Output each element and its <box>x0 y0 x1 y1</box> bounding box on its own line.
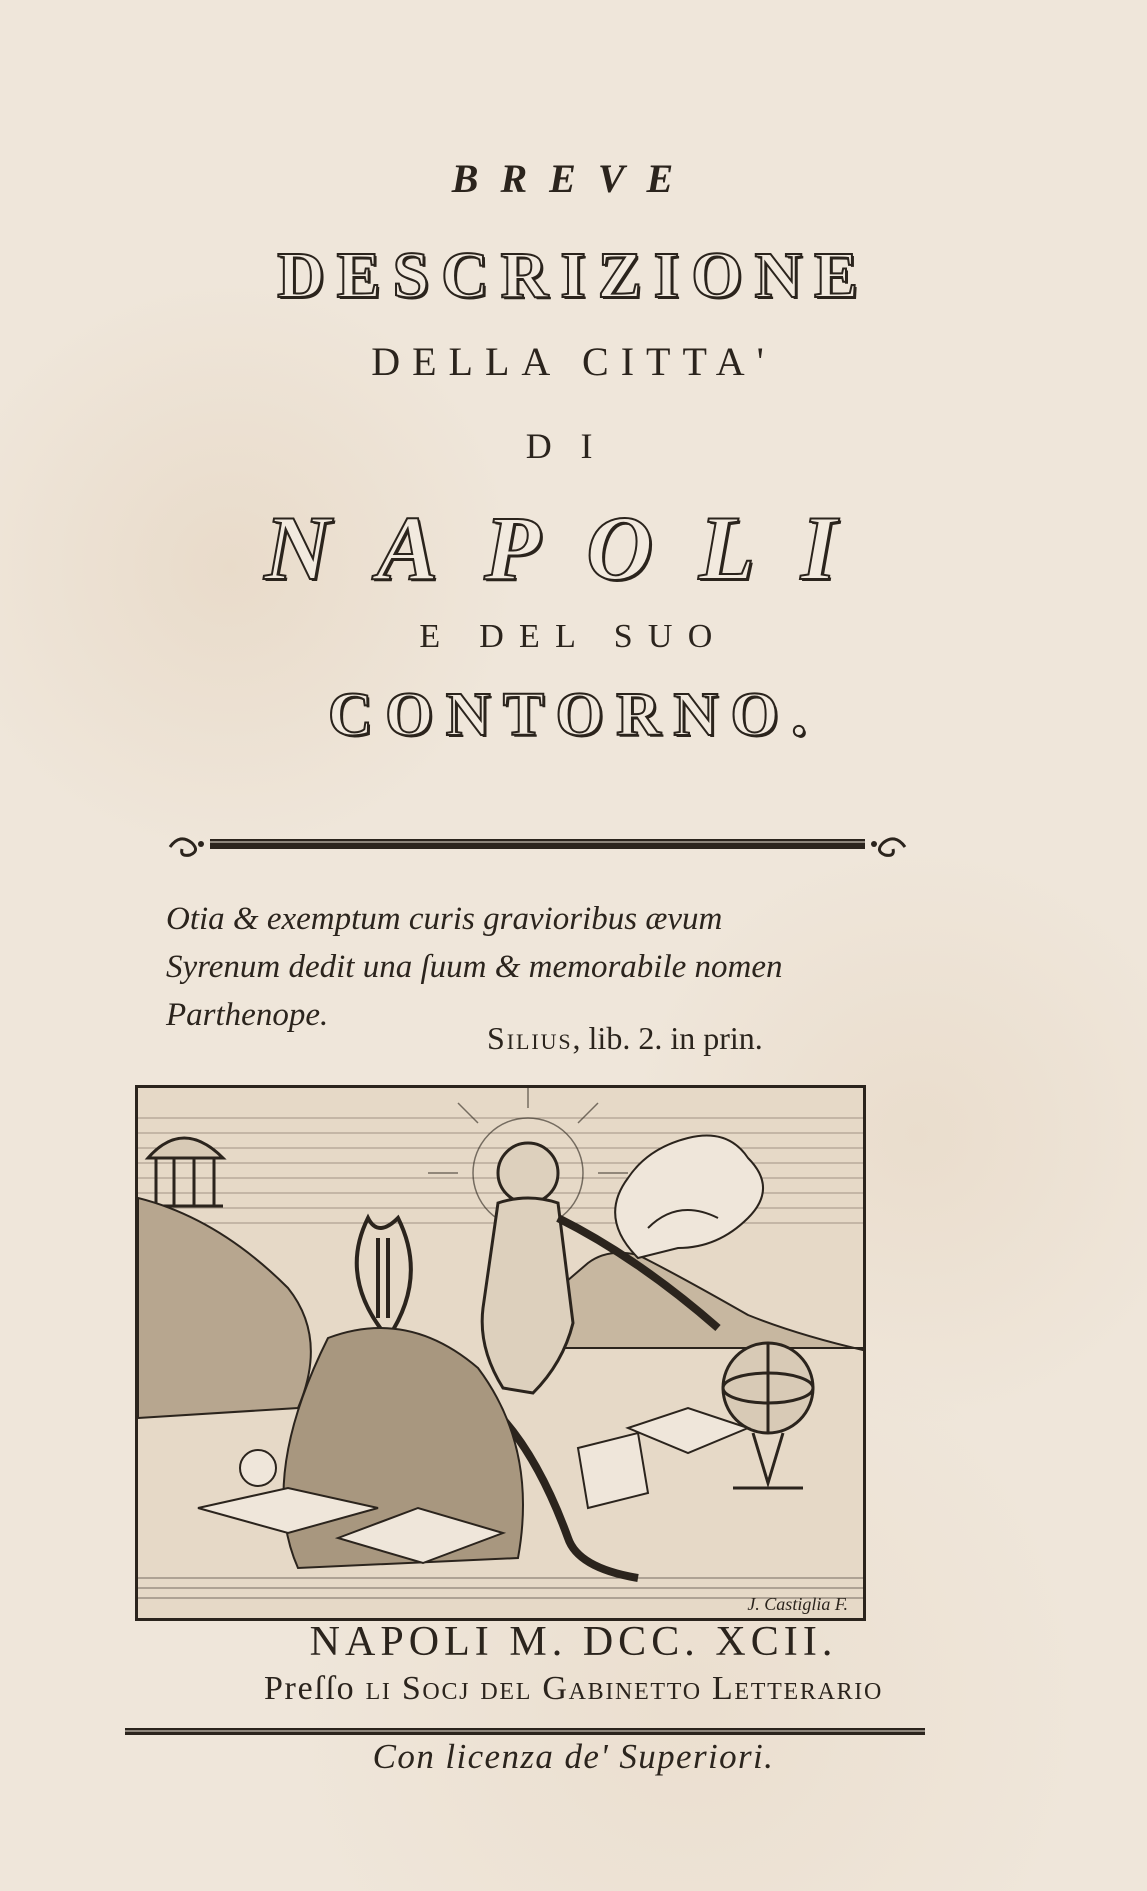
imprint-place-date: NAPOLI M. DCC. XCII. <box>309 1619 838 1665</box>
engraver-signature: J. Castiglia F. <box>747 1594 848 1614</box>
epigraph-line-2: Syrenum dedit una ſuum & memorabile nomen <box>166 949 783 985</box>
epigraph-line-1: Otia & exemptum curis gravioribus ævum <box>166 901 723 937</box>
ornamental-rule-top <box>165 825 910 865</box>
licence-line: Con licenza de' Superiori. <box>372 1737 775 1776</box>
publisher-prefix: Preſſo <box>263 1670 356 1707</box>
title-descrizione: DESCRIZIONE <box>277 239 870 312</box>
citation-author: Silius <box>487 1020 573 1056</box>
title-contorno: CONTORNO. <box>327 681 820 749</box>
title-napoli: NAPOLI <box>264 497 883 599</box>
frontispiece-engraving <box>135 1085 866 1621</box>
epigraph-line-3: Parthenope. <box>166 997 329 1033</box>
title-della-citta: DELLA CITTA' <box>371 339 776 384</box>
epigraph <box>166 895 966 1039</box>
title-e-del-suo: E DEL SUO <box>419 618 728 655</box>
title-di: DI <box>525 426 622 466</box>
epigraph-citation <box>487 1020 763 1057</box>
publisher-name: li Socj del Gabinetto Letterario <box>365 1670 884 1707</box>
imprint-publisher <box>0 1670 1147 1708</box>
citation-reference: , lib. 2. in prin. <box>572 1020 763 1056</box>
title-breve: BREVE <box>451 156 696 201</box>
